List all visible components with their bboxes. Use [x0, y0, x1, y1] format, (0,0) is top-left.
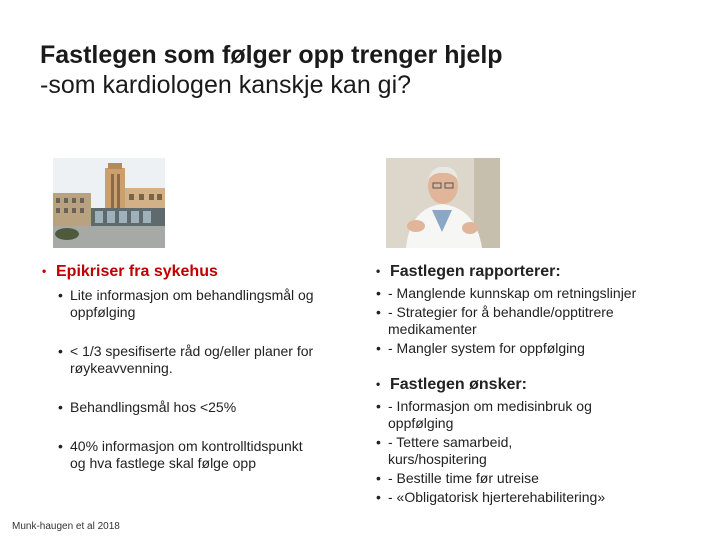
right-heading-reports: [374, 262, 694, 281]
left-item: [56, 399, 360, 416]
left-heading: [40, 262, 360, 281]
bullet: •: [58, 343, 63, 359]
left-item-text: Behandlingsmål hos <25%: [70, 399, 237, 415]
bullet: •: [58, 438, 63, 454]
right-column: [374, 262, 694, 506]
doctor-image: [386, 158, 500, 248]
left-heading-text: Epikriser fra sykehus: [56, 263, 218, 280]
right-item: [374, 489, 694, 506]
bullet: •: [376, 398, 381, 414]
slide-title-line2: -som kardiologen kanskje kan gi?: [40, 71, 412, 99]
right-item-text: - Bestille time før utreise: [388, 470, 539, 486]
right-item-text: - «Obligatorisk hjerterehabilitering»: [388, 489, 606, 505]
citation: Munk-haugen et al 2018: [12, 521, 120, 532]
bullet: •: [376, 340, 381, 356]
right-item: [374, 340, 694, 357]
bullet: •: [376, 304, 381, 320]
left-item: [56, 438, 320, 472]
right-item-text: - Strategier for å behandle/opptitrere medikamenter: [388, 304, 614, 337]
left-item-text: Lite informasjon om behandlingsmål og oppfølging: [70, 287, 314, 320]
right-item-text: - Mangler system for oppfølging: [388, 340, 585, 356]
right-item-text: - Manglende kunnskap om retningslinjer: [388, 285, 637, 301]
left-item: [56, 287, 360, 321]
slide-title-line1: Fastlegen som følger opp trenger hjelp: [40, 41, 503, 69]
doctor-photo: [386, 158, 500, 248]
bullet: •: [376, 470, 381, 486]
bullet: •: [376, 285, 381, 301]
right-item: [374, 304, 658, 338]
bullet: •: [376, 264, 381, 278]
bullet: •: [376, 377, 381, 391]
right-heading-reports-text: Fastlegen rapporterer:: [390, 263, 561, 280]
slide-title: [40, 40, 680, 100]
left-item: [56, 343, 360, 377]
hospital-photo: [53, 158, 165, 248]
right-heading-wishes-text: Fastlegen ønsker:: [390, 376, 527, 393]
bullet: •: [58, 287, 63, 303]
right-item: [374, 398, 658, 432]
left-column: [40, 262, 360, 472]
right-item: [374, 470, 694, 487]
bullet: •: [376, 489, 381, 505]
left-item-text: < 1/3 spesifiserte råd og/eller planer for røykeavvenning.: [70, 343, 314, 376]
bullet: •: [42, 264, 47, 278]
right-heading-wishes: [374, 375, 694, 394]
right-item: [374, 285, 658, 302]
left-item-text: 40% informasjon om kontrolltidspunkt og hva fastlege skal følge opp: [70, 438, 303, 471]
bullet: •: [58, 399, 63, 415]
right-item: [374, 434, 568, 468]
right-item-text: - Informasjon om medisinbruk og oppfølging: [388, 398, 592, 431]
bullet: •: [376, 434, 381, 450]
right-item-text: - Tettere samarbeid, kurs/hospitering: [388, 434, 513, 467]
hospital-building-image: [53, 158, 165, 248]
